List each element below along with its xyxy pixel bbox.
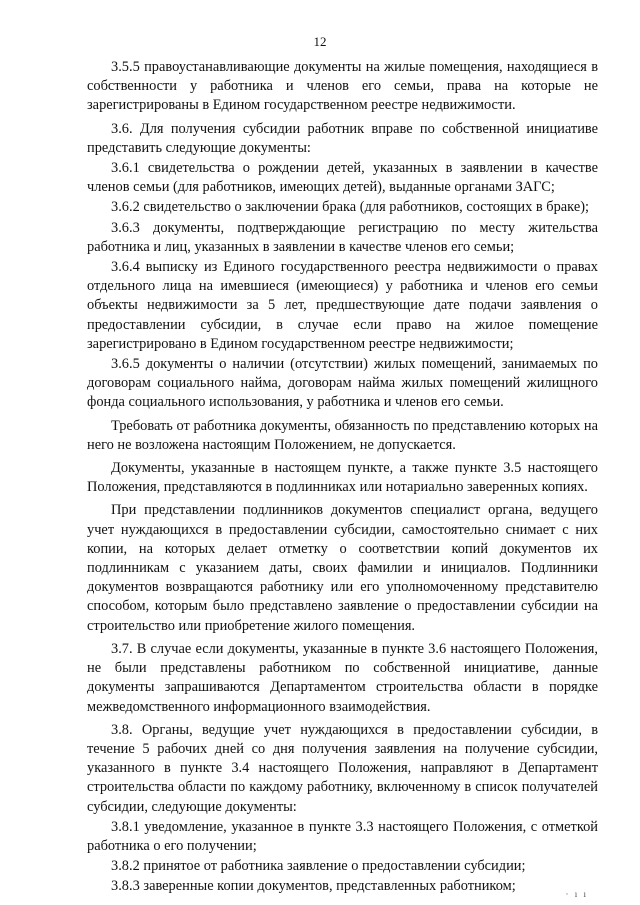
paragraph-3-6: 3.6. Для получения субсидии работник вправе по собственной инициативе представить следующие документы: <box>87 120 598 156</box>
paragraph-requirement-note: Требовать от работника документы, обязанность по представлению которых на него не возложена настоящим Положением, не допускается. <box>87 417 598 453</box>
page-number: 12 <box>313 34 327 49</box>
paragraph-originals-or-copies: Документы, указанные в настоящем пункте, а также пункте 3.5 настоящего Положения, представляются в подлинниках или нотариально заверенных копиях. <box>87 460 598 496</box>
paragraph-3-6-1: 3.6.1 свидетельства о рождении детей, указанных в заявлении в качестве членов семьи (для работников, имеющих детей), выданные органами ЗАГС; <box>87 160 598 196</box>
document-body <box>87 58 598 898</box>
scan-mark: · ı ı <box>565 889 588 899</box>
paragraph-3-8-3: 3.8.3 заверенные копии документов, представленных работником; <box>111 878 516 895</box>
paragraph-3-5-5: 3.5.5 правоустанавливающие документы на жилые помещения, находящиеся в собственности у работника и членов его семьи, права на которые не зарегистрированы в Едином государственном реестре недвижимости. <box>87 59 598 114</box>
paragraph-3-8: 3.8. Органы, ведущие учет нуждающихся в предоставлении субсидии, в течение 5 рабочих дней со дня получения заявления на получение субсидии, указанного в пункте 3.4 настоящего Положения, направляют в Департамент строительства области по каждому работнику, включенному в список получателей субсидии, следующие документы: <box>87 721 598 815</box>
paragraph-originals-handling: При представлении подлинников документов специалист органа, ведущего учет нуждающихся в предоставлении субсидии, самостоятельно снимает с них копии, на которых делает отметку о соответствии копий документов их подлинникам с указанием даты, своих фамилии и инициалов. Подлинники документов возвращаются работнику или его уполномоченному представителю способом, которым было представлено заявление о предоставлении субсидии на строительство или приобретение жилого помещения. <box>87 502 598 634</box>
paragraph-3-6-3: 3.6.3 документы, подтверждающие регистрацию по месту жительства работника и лиц, указанных в заявлении в качестве членов его семьи; <box>87 219 598 255</box>
paragraph-3-6-2: 3.6.2 свидетельство о заключении брака (для работников, состоящих в браке); <box>111 199 589 216</box>
paragraph-3-7: 3.7. В случае если документы, указанные в пункте 3.6 настоящего Положения, не были представлены работником по собственной инициативе, данные документы запрашиваются Департаментом строительства области в порядке межведомственного информационного взаимодействия. <box>87 640 598 715</box>
paragraph-3-8-2: 3.8.2 принятое от работника заявление о предоставлении субсидии; <box>111 858 526 875</box>
paragraph-3-6-4: 3.6.4 выписку из Единого государственного реестра недвижимости о правах отдельного лица на имевшиеся (имеющиеся) у работника и членов его семьи объекты недвижимости за 5 лет, предшествующие дате подачи заявления о предоставлении субсидии, в случае если право на жилое помещение зарегистрировано в Едином государственном реестре недвижимости; <box>87 259 598 352</box>
paragraph-3-6-5: 3.6.5 документы о наличии (отсутствии) жилых помещений, занимаемых по договорам социального найма, договорам найма жилых помещений жилищного фонда социального использования, у работника и членов его семьи. <box>87 356 598 411</box>
paragraph-3-8-1: 3.8.1 уведомление, указанное в пункте 3.3 настоящего Положения, с отметкой работника о его получении; <box>87 818 598 854</box>
